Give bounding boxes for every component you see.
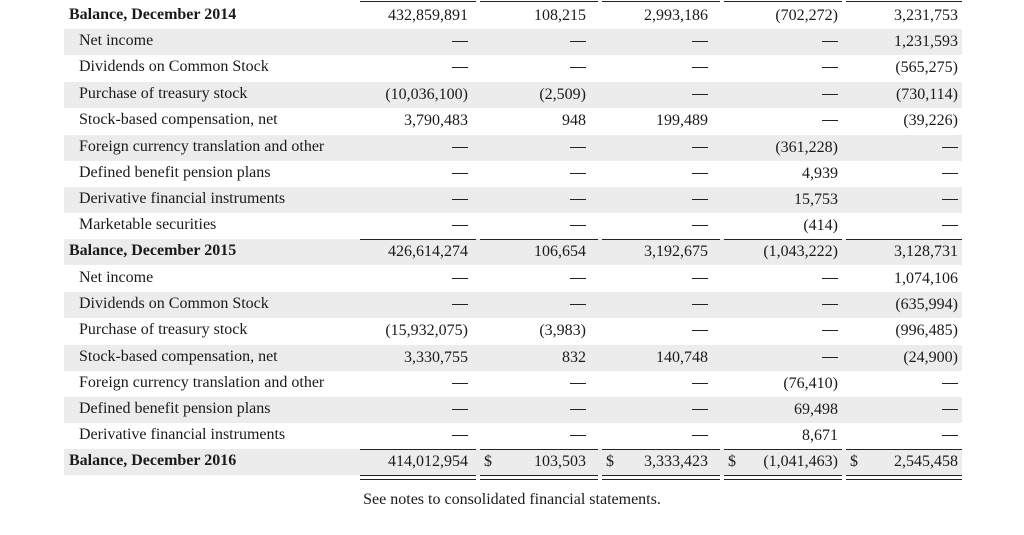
column-rule (724, 239, 842, 240)
cell-col-5: (39,226) (903, 112, 958, 129)
cell-col-2 (570, 427, 586, 445)
cell-col-4: (414) (803, 217, 838, 234)
cell-col-3 (692, 86, 708, 104)
row-label: Defined benefit pension plans (79, 164, 271, 181)
table-row (64, 213, 962, 239)
cell-col-5: 1,231,593 (894, 33, 958, 50)
balance-row (64, 239, 962, 265)
dash-mark (692, 435, 708, 436)
cell-col-5: 2,545,458 (894, 453, 958, 470)
row-label: Net income (79, 269, 154, 286)
column-rule (846, 239, 962, 240)
column-rule (480, 1, 598, 2)
table-row (64, 318, 962, 344)
dash-mark (452, 67, 468, 68)
dash-mark (452, 383, 468, 384)
cell-col-4: (1,043,222) (763, 243, 838, 260)
currency-symbol: $ (850, 453, 858, 470)
cell-col-3 (692, 139, 708, 157)
cell-col-4 (822, 322, 838, 340)
column-rule (480, 239, 598, 240)
double-rule (846, 475, 962, 480)
dash-mark (570, 278, 586, 279)
table-row (64, 82, 962, 108)
cell-col-3 (692, 427, 708, 445)
column-rule (602, 449, 720, 450)
balance-row (64, 449, 962, 475)
cell-col-2 (570, 33, 586, 51)
row-label: Balance, December 2016 (69, 452, 237, 469)
row-label: Stock-based compensation, net (79, 348, 278, 365)
cell-col-1 (452, 375, 468, 393)
cell-col-3: 3,333,423 (644, 453, 708, 470)
row-label: Net income (79, 32, 154, 49)
cell-col-1: 414,012,954 (388, 453, 468, 470)
cell-col-4 (822, 270, 838, 288)
cell-col-1 (452, 270, 468, 288)
column-rule (846, 449, 962, 450)
dash-mark (452, 173, 468, 174)
row-label: Stock-based compensation, net (79, 111, 278, 128)
row-label: Dividends on Common Stock (79, 58, 269, 75)
cell-col-4 (822, 33, 838, 51)
dash-mark (452, 147, 468, 148)
cell-col-5: (24,900) (903, 349, 958, 366)
table-row (64, 29, 962, 55)
cell-col-5: (996,485) (895, 322, 958, 339)
row-label: Balance, December 2014 (69, 6, 237, 23)
column-rule (724, 1, 842, 2)
cell-col-5 (942, 191, 958, 209)
row-label: Balance, December 2015 (69, 242, 237, 259)
dash-mark (942, 173, 958, 174)
cell-col-5: 3,128,731 (894, 243, 958, 260)
dash-mark (692, 383, 708, 384)
cell-col-1 (452, 165, 468, 183)
row-label: Derivative financial instruments (79, 426, 286, 443)
dash-mark (570, 435, 586, 436)
dash-mark (822, 357, 838, 358)
dash-mark (452, 278, 468, 279)
row-label: Foreign currency translation and other (79, 374, 325, 391)
cell-col-5 (942, 165, 958, 183)
dash-mark (942, 225, 958, 226)
cell-col-3 (692, 375, 708, 393)
dash-mark (452, 435, 468, 436)
cell-col-3 (692, 217, 708, 235)
cell-col-2 (570, 296, 586, 314)
cell-col-3 (692, 191, 708, 209)
dash-mark (570, 199, 586, 200)
double-rule (724, 475, 842, 480)
row-label: Purchase of treasury stock (79, 321, 248, 338)
cell-col-3 (692, 59, 708, 77)
dash-mark (570, 304, 586, 305)
dash-mark (692, 278, 708, 279)
cell-col-3 (692, 33, 708, 51)
dash-mark (942, 199, 958, 200)
dash-mark (452, 304, 468, 305)
currency-symbol: $ (728, 453, 736, 470)
dash-mark (822, 41, 838, 42)
cell-col-5 (942, 139, 958, 157)
dash-mark (822, 67, 838, 68)
row-label: Purchase of treasury stock (79, 85, 248, 102)
cell-col-2: 103,503 (534, 453, 586, 470)
cell-col-1 (452, 427, 468, 445)
table-row (64, 345, 962, 371)
footnote: See notes to consolidated financial statements. (363, 491, 661, 508)
cell-col-5: (635,994) (895, 296, 958, 313)
currency-symbol: $ (484, 453, 492, 470)
dash-mark (822, 278, 838, 279)
cell-col-3 (692, 270, 708, 288)
row-label: Defined benefit pension plans (79, 400, 271, 417)
column-rule (846, 1, 962, 2)
cell-col-4: 15,753 (794, 191, 838, 208)
column-rule (360, 449, 476, 450)
dash-mark (692, 330, 708, 331)
dash-mark (692, 409, 708, 410)
cell-col-4 (822, 86, 838, 104)
cell-col-1 (452, 59, 468, 77)
cell-col-5 (942, 217, 958, 235)
cell-col-1: 432,859,891 (388, 7, 468, 24)
cell-col-3 (692, 401, 708, 419)
row-label: Dividends on Common Stock (79, 295, 269, 312)
dash-mark (692, 173, 708, 174)
column-rule (360, 1, 476, 2)
cell-col-5: (730,114) (895, 86, 958, 103)
dash-mark (570, 67, 586, 68)
column-rule (602, 1, 720, 2)
cell-col-3: 199,489 (656, 112, 708, 129)
dash-mark (570, 383, 586, 384)
cell-col-3 (692, 165, 708, 183)
table-row (64, 292, 962, 318)
row-label: Foreign currency translation and other (79, 138, 325, 155)
column-rule (724, 449, 842, 450)
cell-col-4: 8,671 (802, 427, 838, 444)
cell-col-2: 832 (562, 349, 586, 366)
cell-col-1: 3,330,755 (404, 349, 468, 366)
dash-mark (692, 67, 708, 68)
table-row (64, 55, 962, 81)
cell-col-5 (942, 401, 958, 419)
dash-mark (692, 225, 708, 226)
cell-col-2: 108,215 (534, 7, 586, 24)
dash-mark (942, 147, 958, 148)
row-label: Derivative financial instruments (79, 190, 286, 207)
cell-col-2 (570, 165, 586, 183)
dash-mark (942, 435, 958, 436)
column-rule (480, 449, 598, 450)
cell-col-5 (942, 427, 958, 445)
cell-col-3: 140,748 (656, 349, 708, 366)
double-rule (360, 475, 476, 480)
dash-mark (570, 41, 586, 42)
dash-mark (692, 304, 708, 305)
currency-symbol: $ (606, 453, 614, 470)
cell-col-2: 948 (562, 112, 586, 129)
dash-mark (822, 304, 838, 305)
column-rule (360, 239, 476, 240)
cell-col-4 (822, 349, 838, 367)
dash-mark (822, 120, 838, 121)
cell-col-2: (2,509) (539, 86, 586, 103)
double-rule (480, 475, 598, 480)
cell-col-2 (570, 375, 586, 393)
table-row (64, 371, 962, 397)
cell-col-5: 3,231,753 (894, 7, 958, 24)
dash-mark (692, 147, 708, 148)
dash-mark (570, 173, 586, 174)
dash-mark (452, 409, 468, 410)
cell-col-4 (822, 112, 838, 130)
cell-col-5 (942, 375, 958, 393)
cell-col-3: 3,192,675 (644, 243, 708, 260)
cell-col-3 (692, 296, 708, 314)
cell-col-5: 1,074,106 (894, 270, 958, 287)
table-row (64, 187, 962, 213)
table-row (64, 108, 962, 134)
dash-mark (692, 94, 708, 95)
table-row (64, 161, 962, 187)
dash-mark (570, 147, 586, 148)
cell-col-4: (702,272) (775, 7, 838, 24)
cell-col-1 (452, 139, 468, 157)
balance-row (64, 3, 962, 29)
dash-mark (692, 199, 708, 200)
cell-col-1 (452, 401, 468, 419)
cell-col-4 (822, 59, 838, 77)
cell-col-1: 426,614,274 (388, 243, 468, 260)
double-rule (602, 475, 720, 480)
cell-col-1 (452, 191, 468, 209)
dash-mark (942, 383, 958, 384)
cell-col-1: (15,932,075) (385, 322, 468, 339)
cell-col-2 (570, 139, 586, 157)
cell-col-3: 2,993,186 (644, 7, 708, 24)
dash-mark (942, 409, 958, 410)
cell-col-4: (1,041,463) (763, 453, 838, 470)
column-rule (602, 239, 720, 240)
dash-mark (570, 409, 586, 410)
cell-col-2: 106,654 (534, 243, 586, 260)
cell-col-2 (570, 191, 586, 209)
dash-mark (822, 94, 838, 95)
cell-col-4 (822, 296, 838, 314)
dash-mark (692, 41, 708, 42)
cell-col-2 (570, 217, 586, 235)
cell-col-1 (452, 217, 468, 235)
table-row (64, 135, 962, 161)
cell-col-4: (361,228) (775, 139, 838, 156)
cell-col-2 (570, 401, 586, 419)
table-row (64, 266, 962, 292)
table-row (64, 423, 962, 449)
cell-col-2 (570, 59, 586, 77)
cell-col-1 (452, 296, 468, 314)
cell-col-2: (3,983) (539, 322, 586, 339)
row-label: Marketable securities (79, 216, 217, 233)
dash-mark (452, 199, 468, 200)
cell-col-2 (570, 270, 586, 288)
dash-mark (822, 330, 838, 331)
table-row (64, 397, 962, 423)
cell-col-1: (10,036,100) (385, 86, 468, 103)
cell-col-4: 4,939 (802, 165, 838, 182)
dash-mark (570, 225, 586, 226)
dash-mark (452, 225, 468, 226)
cell-col-1: 3,790,483 (404, 112, 468, 129)
cell-col-4: (76,410) (783, 375, 838, 392)
cell-col-3 (692, 322, 708, 340)
cell-col-4: 69,498 (794, 401, 838, 418)
dash-mark (452, 41, 468, 42)
cell-col-1 (452, 33, 468, 51)
cell-col-5: (565,275) (895, 59, 958, 76)
